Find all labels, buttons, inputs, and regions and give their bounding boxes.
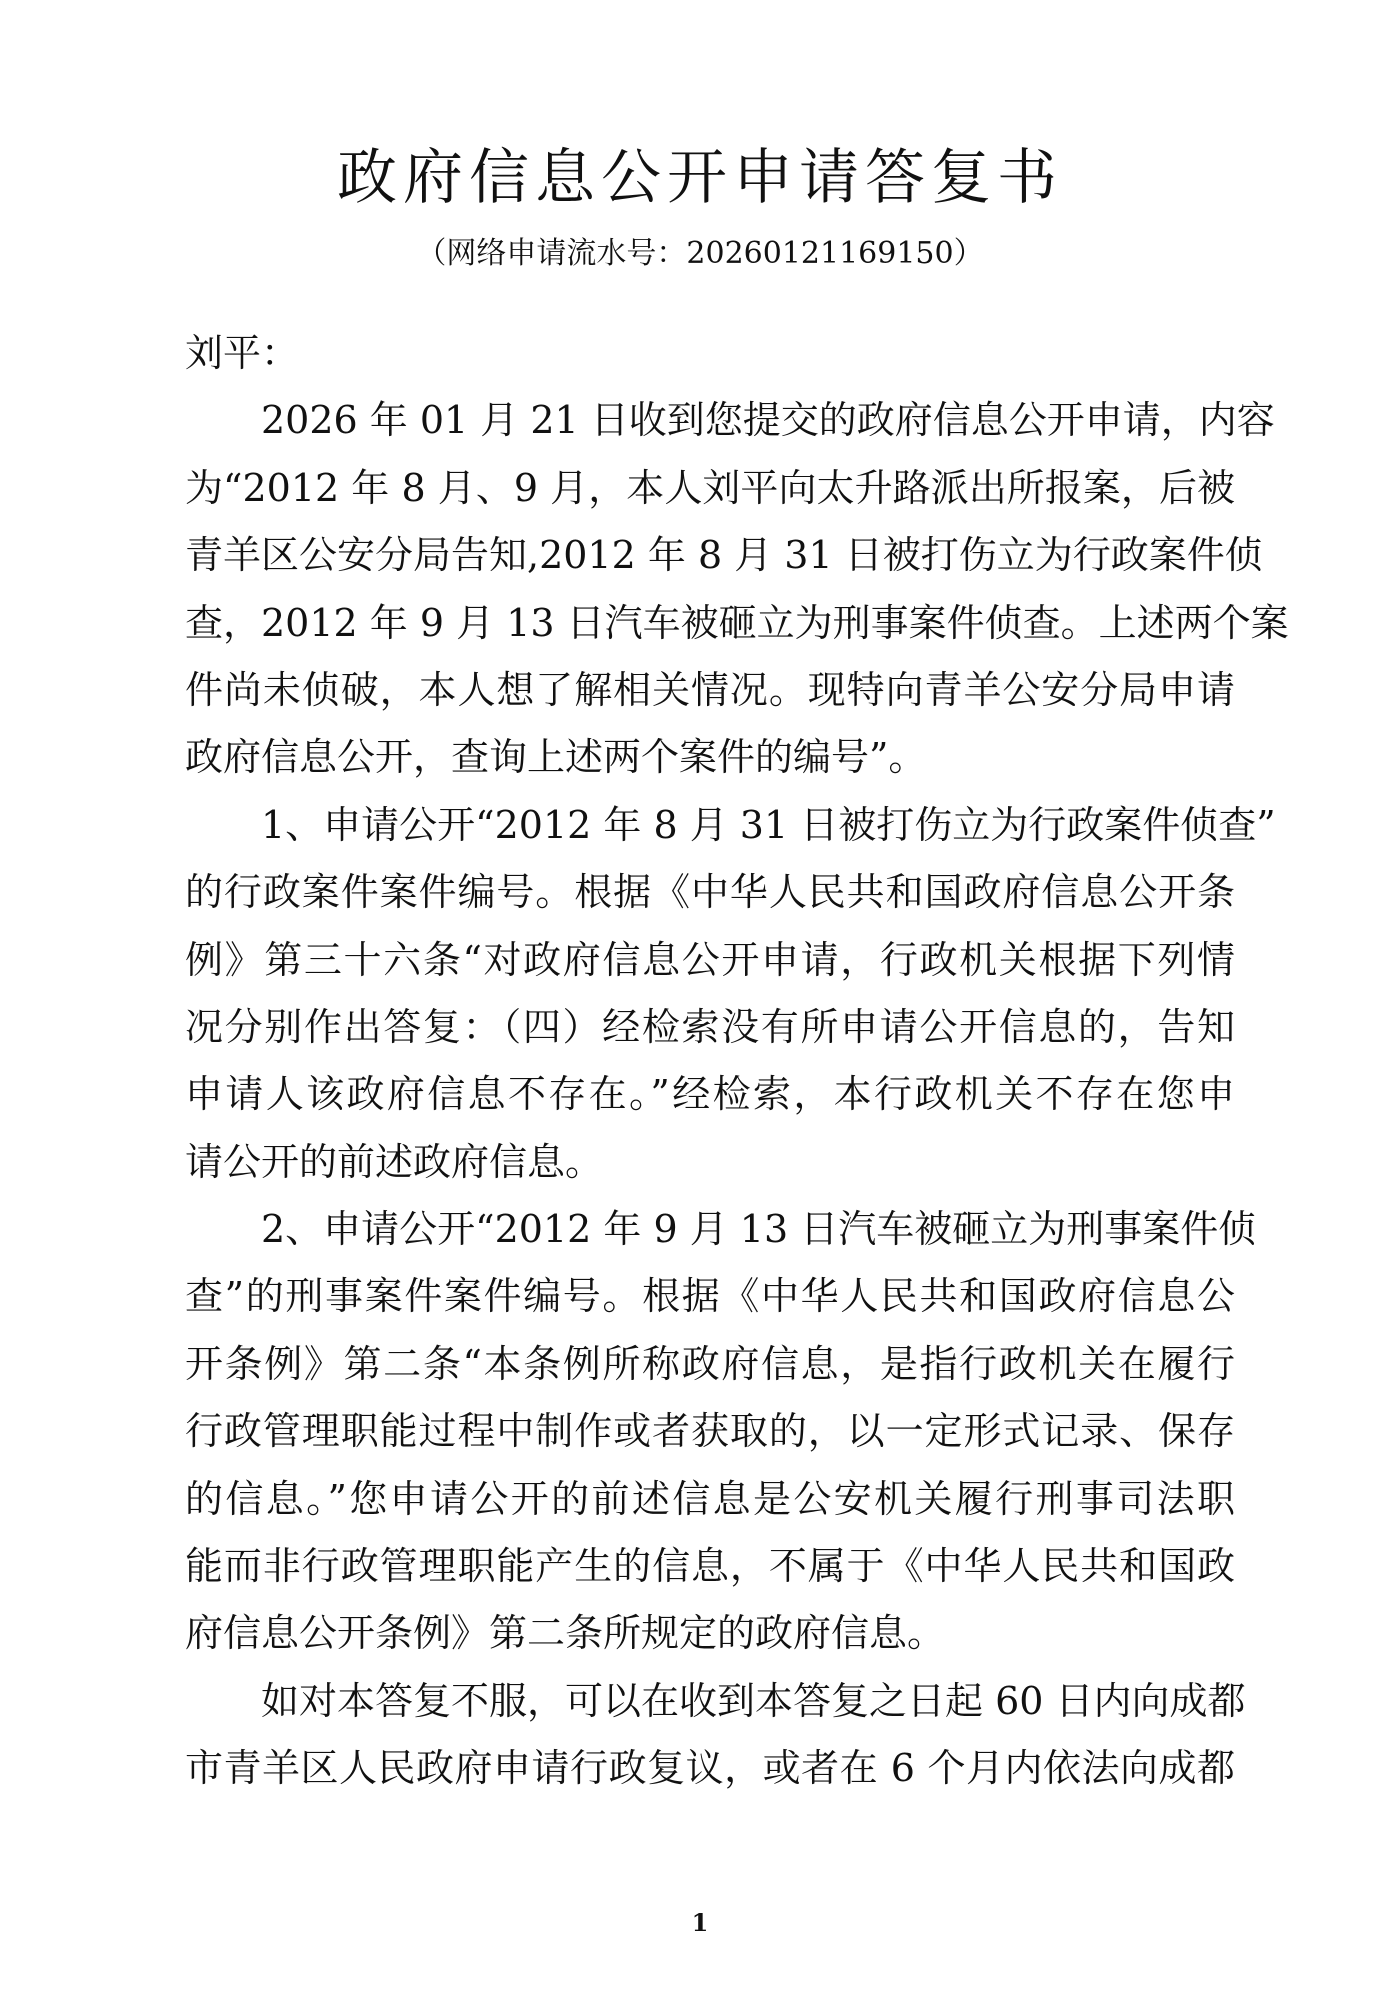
- paragraph-line: 青羊区公安分局告知,2012 年 8 月 31 日被打伤立为行政案件侦: [185, 533, 1263, 578]
- paragraph-line: 查，2012 年 9 月 13 日汽车被砸立为刑事案件侦查。上述两个案: [185, 600, 1289, 645]
- salutation: 刘平：: [185, 331, 300, 375]
- paragraph-line: 能而非行政管理职能产生的信息，不属于《中华人民共和国政: [185, 1544, 1235, 1589]
- paragraph-item-2: [185, 1196, 1257, 1668]
- paragraph-line: 的行政案件案件编号。根据《中华人民共和国政府信息公开条: [185, 870, 1235, 915]
- paragraph-line: 如对本答复不服，可以在收到本答复之日起 60 日内向成都: [261, 1678, 1246, 1723]
- paragraph-line: 行政管理职能过程中制作或者获取的，以一定形式记录、保存: [185, 1409, 1235, 1454]
- paragraph-line: 开条例》第二条“本条例所称政府信息，是指行政机关在履行: [185, 1341, 1235, 1386]
- paragraph-line: 的信息。”您申请公开的前述信息是公安机关履行刑事司法职: [185, 1476, 1235, 1521]
- application-serial-number: （网络申请流水号：20260121169150）: [416, 236, 984, 271]
- paragraph-line: 1、申请公开“2012 年 8 月 31 日被打伤立为行政案件侦查”: [261, 802, 1276, 847]
- paragraph-line: 2、申请公开“2012 年 9 月 13 日汽车被砸立为刑事案件侦: [261, 1207, 1257, 1252]
- paragraph-line: 政府信息公开，查询上述两个案件的编号”。: [185, 735, 927, 780]
- paragraph-line: 况分别作出答复：（四）经检索没有所申请公开信息的，告知: [185, 1004, 1235, 1049]
- paragraph-line: 2026 年 01 月 21 日收到您提交的政府信息公开申请，内容: [261, 398, 1275, 443]
- paragraph-line: 查”的刑事案件案件编号。根据《中华人民共和国政府信息公: [185, 1274, 1235, 1319]
- paragraph-line: 为“2012 年 8 月、9 月，本人刘平向太升路派出所报案，后被: [185, 465, 1235, 510]
- page-number: 1: [691, 1908, 709, 1937]
- document-title: 政府信息公开申请答复书: [337, 143, 1063, 213]
- paragraph-line: 申请人该政府信息不存在。”经检索，本行政机关不存在您申: [185, 1072, 1235, 1117]
- paragraph-line: 府信息公开条例》第二条所规定的政府信息。: [185, 1611, 946, 1656]
- paragraph-line: 例》第三十六条“对政府信息公开申请，行政机关根据下列情: [185, 937, 1235, 982]
- paragraph-receipt: [185, 387, 1289, 791]
- paragraph-item-1: [185, 792, 1276, 1196]
- document-body: [185, 320, 1289, 1803]
- paragraph-line: 市青羊区人民政府申请行政复议，或者在 6 个月内依法向成都: [185, 1746, 1235, 1791]
- paragraph-appeal-notice: [185, 1668, 1246, 1803]
- paragraph-line: 件尚未侦破，本人想了解相关情况。现特向青羊公安分局申请: [185, 667, 1235, 712]
- paragraph-line: 请公开的前述政府信息。: [185, 1139, 604, 1184]
